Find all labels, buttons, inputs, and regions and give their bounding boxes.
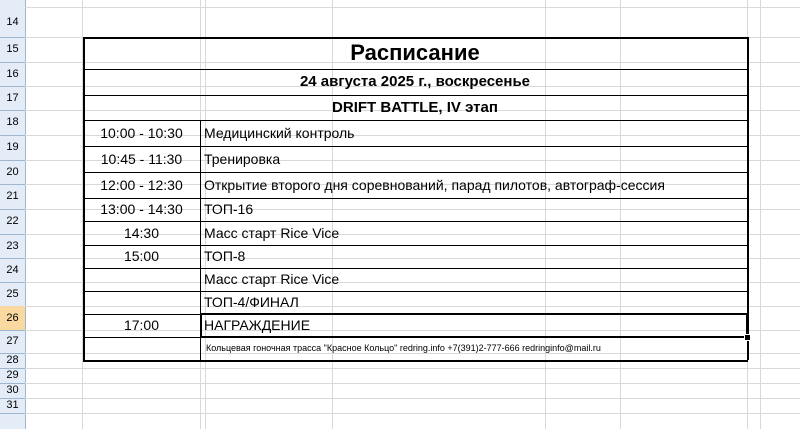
schedule-activity-cell[interactable]: Масс старт Rice Vice (204, 225, 340, 241)
gridline-horizontal (25, 383, 800, 384)
table-bottom-border (83, 360, 748, 362)
schedule-event[interactable]: DRIFT BATTLE, IV этап (332, 99, 498, 116)
schedule-time-cell[interactable]: 15:00 (123, 248, 160, 264)
row-header-16[interactable]: 16 (6, 68, 19, 80)
row-header-30[interactable]: 30 (6, 384, 19, 396)
schedule-time-cell[interactable] (83, 268, 200, 291)
schedule-activity-cell[interactable]: Масс старт Rice Vice (204, 271, 340, 287)
row-header-20[interactable]: 20 (6, 166, 19, 178)
schedule-activity-cell[interactable]: Открытие второго дня соревнований, парад пилотов, автограф-сессия (204, 177, 665, 193)
schedule-activity-cell[interactable]: Тренировка (204, 151, 281, 167)
row-header-26[interactable]: 26 (0, 306, 25, 330)
row-header-22[interactable]: 22 (6, 215, 19, 227)
schedule-activity-cell[interactable]: Медицинский контроль (204, 125, 355, 141)
row-header-19[interactable]: 19 (6, 141, 19, 153)
schedule-date[interactable]: 24 августа 2025 г., воскресенье (299, 73, 531, 90)
schedule-activity-cell[interactable]: ТОП-16 (204, 201, 254, 217)
schedule-time-cell[interactable]: 12:00 - 12:30 (100, 177, 183, 193)
row-header-15[interactable]: 15 (6, 43, 19, 55)
table-top-border (83, 37, 748, 39)
gridline-horizontal (25, 7, 800, 8)
schedule-time-cell[interactable]: 10:45 - 11:30 (100, 151, 183, 167)
table-left-border (83, 37, 85, 360)
cell-selection[interactable] (200, 313, 748, 338)
table-right-border (747, 37, 749, 360)
row-header-14[interactable]: 14 (6, 16, 19, 28)
gridline-horizontal (25, 413, 800, 414)
row-header-divider (0, 413, 25, 414)
schedule-time-cell[interactable] (83, 291, 200, 314)
gridline-horizontal (25, 368, 800, 369)
row-header-24[interactable]: 24 (6, 264, 19, 276)
schedule-time-cell[interactable]: 13:00 - 14:30 (100, 201, 183, 217)
row-header-31[interactable]: 31 (6, 399, 19, 411)
schedule-time-cell[interactable]: 17:00 (123, 317, 160, 333)
schedule-activity-cell[interactable]: ТОП-8 (204, 248, 246, 264)
schedule-activity-cell[interactable]: ТОП-4/ФИНАЛ (204, 294, 299, 310)
schedule-activity-cell[interactable]: НАГРАЖДЕНИЕ (204, 317, 311, 333)
gridline-horizontal (25, 398, 800, 399)
row-header-21[interactable]: 21 (6, 190, 19, 202)
row-header-18[interactable]: 18 (6, 116, 19, 128)
fill-handle[interactable] (744, 334, 751, 341)
row-header-29[interactable]: 29 (6, 369, 19, 381)
row-header-23[interactable]: 23 (6, 240, 19, 252)
schedule-time-cell[interactable]: 14:30 (123, 225, 160, 241)
schedule-footer[interactable]: Кольцевая гоночная трасса "Красное Кольцо" redring.info +7(391)2-777-666 redringinfo@mail.ru (206, 343, 601, 353)
gridline-vertical (760, 0, 761, 429)
row-header-28[interactable]: 28 (6, 354, 19, 366)
schedule-title[interactable]: Расписание (350, 40, 480, 65)
row-header-27[interactable]: 27 (6, 335, 19, 347)
row-header-17[interactable]: 17 (6, 92, 19, 104)
row-header-25[interactable]: 25 (6, 288, 19, 300)
schedule-time-cell[interactable]: 10:00 - 10:30 (100, 125, 183, 141)
